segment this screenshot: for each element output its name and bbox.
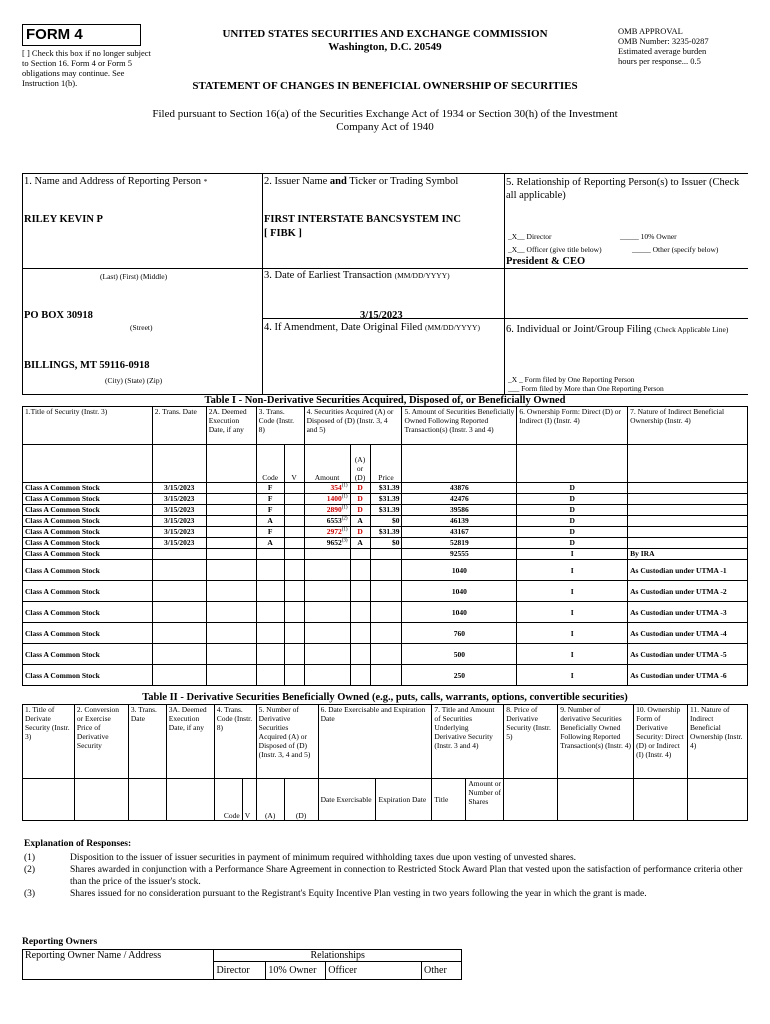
footnote-ref[interactable]: (1) (341, 494, 348, 500)
trans-code (256, 602, 284, 623)
ownership-form: I (517, 623, 628, 644)
deemed-date (206, 527, 256, 538)
price: $31.39 (370, 494, 402, 505)
t1-sub-code: Code (256, 445, 284, 483)
v-flag (284, 602, 304, 623)
security-title: Class A Common Stock (23, 560, 153, 581)
deemed-date (206, 505, 256, 516)
ownership-form: D (517, 527, 628, 538)
security-title: Class A Common Stock (23, 483, 153, 494)
box2-label: 2. Issuer Name and Ticker or Trading Symbol (264, 176, 459, 187)
amount (304, 644, 350, 665)
t1-sub-amount: Amount (304, 445, 350, 483)
footnote (24, 864, 744, 888)
ownership-form: I (517, 581, 628, 602)
price (370, 644, 402, 665)
street-value: PO BOX 30918 (24, 310, 93, 321)
footnote-ref[interactable]: (1) (341, 483, 348, 489)
rel-other: _____ Other (specify below) (632, 245, 719, 254)
nature-indirect: As Custodian under UTMA -3 (628, 602, 748, 623)
t1-col1-header: 1.Title of Security (Instr. 3) (23, 407, 153, 445)
owned-following: 760 (402, 623, 517, 644)
trans-code: A (256, 516, 284, 527)
amount (304, 602, 350, 623)
v-flag (284, 494, 304, 505)
table-row (23, 494, 748, 505)
table-row (23, 560, 748, 581)
nature-indirect: As Custodian under UTMA -6 (628, 665, 748, 686)
table-row (23, 538, 748, 549)
trans-code (256, 581, 284, 602)
t2-col7-header: 7. Title and Amount of Securities Underlying Derivative Security (Instr. 3 and 4) (432, 705, 504, 779)
t2-col6-header: 6. Date Exercisable and Expiration Date (318, 705, 432, 779)
explanation-notes (24, 852, 744, 900)
t2-col4-header: 4. Trans. Code (Instr. 8) (214, 705, 256, 779)
t2-sub-exp: Expiration Date (376, 779, 432, 821)
ownership-form: I (517, 602, 628, 623)
price (370, 560, 402, 581)
table1 (22, 406, 748, 686)
amount (304, 483, 350, 494)
t2-col3-header: 3. Trans. Date (128, 705, 166, 779)
omb-line2: OMB Number: 3235-0287 (618, 36, 709, 46)
owned-following: 42476 (402, 494, 517, 505)
box6-label: 6. Individual or Joint/Group Filing (Check Applicable Line) (506, 324, 729, 335)
ownership-form: D (517, 483, 628, 494)
nature-indirect: As Custodian under UTMA -5 (628, 644, 748, 665)
t2-sub-date-ex: Date Exercisable (318, 779, 376, 821)
trans-code (256, 623, 284, 644)
owned-following: 1040 (402, 581, 517, 602)
trans-date: 3/15/2023 (152, 527, 206, 538)
filed-pursuant: Filed pursuant to Section 16(a) of the Securities Exchange Act of 1934 or Section 30(h) of the Investment Company Act of 1940 (152, 108, 618, 133)
amount (304, 494, 350, 505)
t1-col3-header: 3. Trans. Code (Instr. 8) (256, 407, 304, 445)
trans-date: 3/15/2023 (152, 516, 206, 527)
t1-sub-price: Price (370, 445, 402, 483)
ticker: [ FIBK ] (264, 228, 302, 239)
box3-label: 3. Date of Earliest Transaction (MM/DD/YYYY) (264, 270, 450, 281)
filing-one: _X _ Form filed by One Reporting Person (508, 375, 635, 384)
trans-date (152, 560, 206, 581)
amount-value: 2972 (326, 527, 342, 536)
table-row (23, 505, 748, 516)
amount (304, 527, 350, 538)
nature-indirect: As Custodian under UTMA -1 (628, 560, 748, 581)
t2-col11-header: 11. Nature of Indirect Beneficial Ownership (Instr. 4) (688, 705, 748, 779)
deemed-date (206, 560, 256, 581)
t1-col4-header: 4. Securities Acquired (A) or Disposed of (D) (Instr. 3, 4 and 5) (304, 407, 402, 445)
t2-col2-header: 2. Conversion or Exercise Price of Derivative Security (74, 705, 128, 779)
agency-line2: Washington, D.C. 20549 (328, 41, 442, 53)
acq-disp: A (350, 516, 370, 527)
city-value: BILLINGS, MT 59116-0918 (24, 360, 150, 371)
footnote (24, 852, 744, 864)
t2-sub-amount: Amount or Number of Shares (466, 779, 504, 821)
officer-title: President & CEO (506, 256, 586, 267)
ownership-form: I (517, 665, 628, 686)
deemed-date (206, 581, 256, 602)
t2-col9-header: 9. Number of derivative Securities Beneficially Owned Following Reported Transaction(s) (Instr. 4) (558, 705, 634, 779)
trans-date (152, 623, 206, 644)
trans-date (152, 602, 206, 623)
rel-ten-pct: _____ 10% Owner (620, 232, 677, 241)
deemed-date (206, 483, 256, 494)
statement-title: STATEMENT OF CHANGES IN BENEFICIAL OWNERSHIP OF SECURITIES (192, 80, 578, 92)
amount (304, 505, 350, 516)
check-box-note: [ ] Check this box if no longer subject to Section 16. Form 4 or Form 5 obligations may continue. See Instruction 1(b). (22, 48, 151, 88)
t2-col10-header: 10. Ownership Form of Derivative Security: Direct (D) or Indirect (I) (Instr. 4) (634, 705, 688, 779)
omb-line4: hours per response... 0.5 (618, 56, 701, 66)
t2-col3a-header: 3A. Deemed Execution Date, if any (166, 705, 214, 779)
owned-following: 39586 (402, 505, 517, 516)
rel-officer: _X__ Officer (give title below) (508, 245, 602, 254)
table-row (23, 516, 748, 527)
ownership-form: D (517, 516, 628, 527)
deemed-date (206, 665, 256, 686)
filing-more: ___ Form filed by More than One Reporting Person (508, 384, 664, 393)
t2-col1-header: 1. Title of Derivate Security (Instr. 3) (23, 705, 75, 779)
trans-code: F (256, 483, 284, 494)
owned-following: 52819 (402, 538, 517, 549)
footnote (24, 888, 744, 900)
deemed-date (206, 602, 256, 623)
acq-disp: D (350, 505, 370, 516)
table2-title: Table II - Derivative Securities Beneficially Owned (e.g., puts, calls, warrants, options, convertible securities) (142, 692, 628, 703)
price (370, 602, 402, 623)
owners-col-director: Director (214, 962, 266, 980)
amount (304, 538, 350, 549)
t2-sub-title: Title (432, 779, 466, 821)
trans-date (152, 549, 206, 560)
table-row (23, 527, 748, 538)
security-title: Class A Common Stock (23, 602, 153, 623)
trans-code (256, 665, 284, 686)
owners-table (22, 949, 462, 980)
price (370, 623, 402, 644)
earliest-date: 3/15/2023 (360, 310, 403, 321)
owned-following: 92555 (402, 549, 517, 560)
acq-disp (350, 665, 370, 686)
omb-line1: OMB APPROVAL (618, 26, 683, 36)
trans-date (152, 665, 206, 686)
v-flag (284, 549, 304, 560)
ownership-form: I (517, 549, 628, 560)
t1-col2a-header: 2A. Deemed Execution Date, if any (206, 407, 256, 445)
price: $0 (370, 516, 402, 527)
nature-indirect (628, 538, 748, 549)
v-flag (284, 560, 304, 581)
owners-col-ten: 10% Owner (266, 962, 326, 980)
rel-director: _X__ Director (508, 232, 552, 241)
footnote-text: Shares awarded in conjunction with a Performance Share Agreement in connection to Restricted Stock Award Plan that vested upon the satisfaction of performance criteria other than the price of the issuer's stock. (70, 865, 743, 887)
deemed-date (206, 549, 256, 560)
footnote-ref[interactable]: (2) (341, 516, 348, 522)
trans-code: F (256, 527, 284, 538)
amount (304, 665, 350, 686)
t1-sub-v: V (284, 445, 304, 483)
deemed-date (206, 538, 256, 549)
amount-value: 6553 (326, 516, 342, 525)
table1-title: Table I - Non-Derivative Securities Acquired, Disposed of, or Beneficially Owned (204, 395, 566, 406)
issuer-name: FIRST INTERSTATE BANCSYSTEM INC (264, 214, 461, 225)
security-title: Class A Common Stock (23, 623, 153, 644)
v-flag (284, 483, 304, 494)
owners-col-officer: Officer (326, 962, 422, 980)
footnote-ref[interactable]: (3) (341, 538, 348, 544)
table-row (23, 623, 748, 644)
acq-disp (350, 560, 370, 581)
trans-date (152, 644, 206, 665)
trans-date (152, 581, 206, 602)
t2-col5-header: 5. Number of Derivative Securities Acquired (A) or Disposed of (D) (Instr. 3, 4 and 5) (256, 705, 318, 779)
owners-col-other: Other (422, 962, 462, 980)
nature-indirect (628, 505, 748, 516)
v-flag (284, 538, 304, 549)
t1-col2-header: 2. Trans. Date (152, 407, 206, 445)
agency-line1: UNITED STATES SECURITIES AND EXCHANGE COMMISSION (222, 28, 548, 40)
footnote-ref[interactable]: (1) (341, 527, 348, 533)
price: $31.39 (370, 527, 402, 538)
explanation-heading: Explanation of Responses: (24, 839, 132, 849)
nature-indirect (628, 494, 748, 505)
security-title: Class A Common Stock (23, 549, 153, 560)
v-flag (284, 505, 304, 516)
omb-approval (618, 26, 748, 66)
table-row (23, 602, 748, 623)
name-sub-label: (Last) (First) (Middle) (100, 272, 168, 281)
owned-following: 250 (402, 665, 517, 686)
nature-indirect: As Custodian under UTMA -2 (628, 581, 748, 602)
reporting-person-name: RILEY KEVIN P (24, 214, 103, 225)
amount-value: 2890 (326, 505, 342, 514)
t1-col7-header: 7. Nature of Indirect Beneficial Ownership (Instr. 4) (628, 407, 748, 445)
acq-disp: D (350, 483, 370, 494)
trans-code (256, 644, 284, 665)
amount (304, 560, 350, 581)
v-flag (284, 527, 304, 538)
table-row (23, 644, 748, 665)
deemed-date (206, 516, 256, 527)
owned-following: 46139 (402, 516, 517, 527)
table2 (22, 704, 748, 821)
box5-label: 5. Relationship of Reporting Person(s) to Issuer (Check all applicable) (506, 177, 740, 201)
amount-value: 354 (330, 483, 342, 492)
deemed-date (206, 623, 256, 644)
security-title: Class A Common Stock (23, 665, 153, 686)
t2-sub-v: V (242, 779, 256, 821)
ownership-form: I (517, 644, 628, 665)
t1-sub-ad: (A) or (D) (350, 445, 370, 483)
amount (304, 623, 350, 644)
acq-disp: D (350, 527, 370, 538)
v-flag (284, 644, 304, 665)
trans-code: F (256, 494, 284, 505)
security-title: Class A Common Stock (23, 538, 153, 549)
box4-label: 4. If Amendment, Date Original Filed (MM/DD/YYYY) (264, 322, 480, 333)
trans-date: 3/15/2023 (152, 494, 206, 505)
footnote-number: (2) (24, 865, 36, 875)
t2-col8-header: 8. Price of Derivative Security (Instr. 5) (504, 705, 558, 779)
owned-following: 1040 (402, 560, 517, 581)
table-row (23, 581, 748, 602)
acq-disp: D (350, 494, 370, 505)
ownership-form: D (517, 505, 628, 516)
t1-col6-header: 6. Ownership Form: Direct (D) or Indirect (I) (Instr. 4) (517, 407, 628, 445)
price: $31.39 (370, 505, 402, 516)
ownership-form: I (517, 560, 628, 581)
owners-heading: Reporting Owners (22, 937, 98, 947)
acq-disp (350, 602, 370, 623)
trans-date: 3/15/2023 (152, 483, 206, 494)
v-flag (284, 665, 304, 686)
nature-indirect: As Custodian under UTMA -4 (628, 623, 748, 644)
security-title: Class A Common Stock (23, 494, 153, 505)
amount (304, 549, 350, 560)
acq-disp (350, 623, 370, 644)
ownership-form: D (517, 538, 628, 549)
footnote-number: (1) (24, 853, 36, 863)
table-row (23, 665, 748, 686)
amount (304, 516, 350, 527)
t1-col5-header: 5. Amount of Securities Beneficially Owned Following Reported Transaction(s) (Instr. 3 and 4) (402, 407, 517, 445)
nature-indirect (628, 483, 748, 494)
v-flag (284, 516, 304, 527)
security-title: Class A Common Stock (23, 644, 153, 665)
trans-code (256, 549, 284, 560)
acq-disp (350, 549, 370, 560)
trans-code (256, 560, 284, 581)
trans-code: F (256, 505, 284, 516)
owners-col-name: Reporting Owner Name / Address (23, 950, 214, 980)
security-title: Class A Common Stock (23, 527, 153, 538)
acq-disp: A (350, 538, 370, 549)
security-title: Class A Common Stock (23, 505, 153, 516)
amount-value: 9652 (326, 538, 342, 547)
omb-line3: Estimated average burden (618, 46, 707, 56)
owned-following: 43167 (402, 527, 517, 538)
t2-sub-code: Code (214, 779, 242, 821)
footnote-ref[interactable]: (1) (341, 505, 348, 511)
t2-sub-a: (A) (256, 779, 284, 821)
trans-date: 3/15/2023 (152, 505, 206, 516)
nature-indirect (628, 516, 748, 527)
v-flag (284, 581, 304, 602)
table-row (23, 549, 748, 560)
t2-sub-d: (D) (284, 779, 318, 821)
nature-indirect (628, 527, 748, 538)
city-label: (City) (State) (Zip) (105, 376, 163, 385)
ownership-form: D (517, 494, 628, 505)
box1-label: 1. Name and Address of Reporting Person * (24, 176, 208, 187)
acq-disp (350, 644, 370, 665)
security-title: Class A Common Stock (23, 581, 153, 602)
security-title: Class A Common Stock (23, 516, 153, 527)
footnote-text: Shares issued for no consideration pursuant to the Registrant's Equity Incentive Plan vesting in two years following the year in which the grant is made. (70, 889, 647, 899)
deemed-date (206, 494, 256, 505)
footnote-text: Disposition to the issuer of issuer securities in payment of minimum required withholding taxes due upon vesting of unvested shares. (70, 853, 577, 863)
form-title: FORM 4 (22, 24, 141, 46)
amount (304, 581, 350, 602)
owned-following: 1040 (402, 602, 517, 623)
acq-disp (350, 581, 370, 602)
price (370, 581, 402, 602)
price (370, 549, 402, 560)
owned-following: 500 (402, 644, 517, 665)
owned-following: 43876 (402, 483, 517, 494)
trans-code: A (256, 538, 284, 549)
table-row (23, 483, 748, 494)
amount-value: 1400 (326, 494, 342, 503)
owners-col-rel: Relationships (214, 950, 462, 962)
price: $31.39 (370, 483, 402, 494)
price (370, 665, 402, 686)
street-label: (Street) (130, 323, 153, 332)
deemed-date (206, 644, 256, 665)
price: $0 (370, 538, 402, 549)
nature-indirect: By IRA (628, 549, 748, 560)
trans-date: 3/15/2023 (152, 538, 206, 549)
footnote-number: (3) (24, 889, 36, 899)
v-flag (284, 623, 304, 644)
